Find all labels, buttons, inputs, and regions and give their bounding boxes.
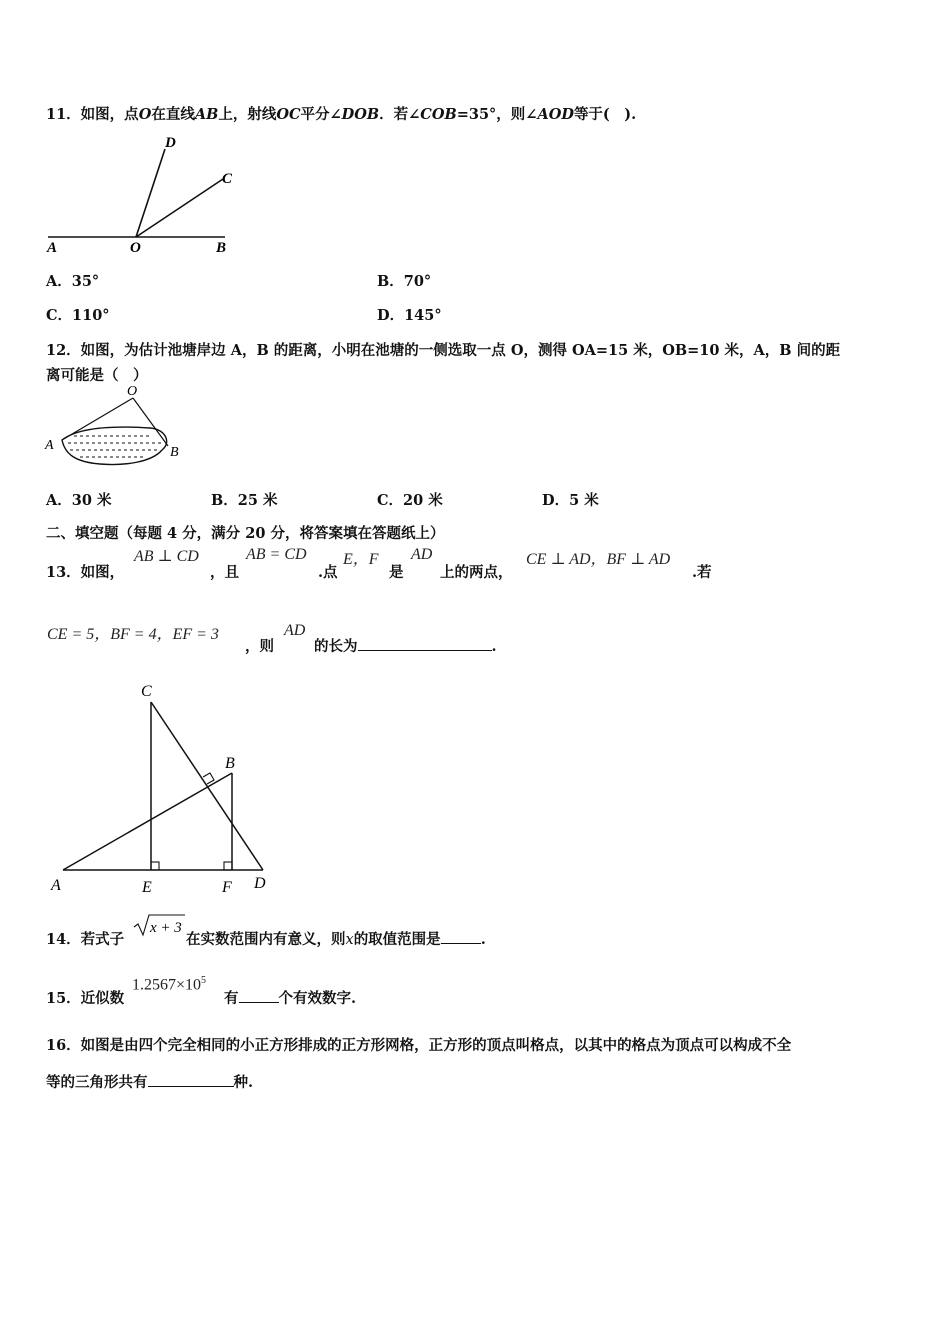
q12-stem-line2: 离可能是（ ） <box>46 367 148 384</box>
q13-text-2: ，且 <box>210 564 239 581</box>
q12-option-c: C．20 米 <box>377 492 443 509</box>
q12-stem-line1: 12．如图，为估计池塘岸边 A，B 的距离，小明在池塘的一侧选取一点 O，测得 OA=15 米，OB=10 米，A，B 间的距 <box>46 342 841 359</box>
q13-text-8: 的长为 . <box>314 638 497 655</box>
q13-text-1: 13．如图， <box>46 564 125 581</box>
q13-math-given: CE = 5，BF = 4，EF = 3 <box>47 626 219 643</box>
label-c: C <box>222 171 233 187</box>
label-a: A <box>47 240 58 256</box>
q15-number: $1.2567\times 10^5$ <box>132 975 207 994</box>
label-e: E <box>142 879 152 896</box>
q13-math-ad2: AD <box>284 622 306 639</box>
q16-stem-line2: 等的三角形共有 种. <box>46 1074 254 1091</box>
section-heading: 二、填空题（每题 4 分，满分 20 分，将答案填在答题纸上） <box>46 525 445 542</box>
q13-figure <box>45 675 280 905</box>
q14-answer-blank[interactable] <box>441 929 481 944</box>
q16-answer-blank[interactable] <box>148 1072 234 1087</box>
q11-figure <box>40 132 250 257</box>
q11-stem: 11．如图，点O在直线AB上，射线OC平分∠DOB．若∠COB=35°，则∠AOD等于( ). <box>46 106 637 123</box>
q13-math-perp: AB ⊥ CD <box>134 548 199 565</box>
label-c: C <box>141 683 152 700</box>
q11-option-a: A．35° <box>46 273 100 290</box>
q14-radical <box>132 912 187 938</box>
q13-text-5: 上的两点， <box>440 564 513 581</box>
ray-oc <box>136 179 223 237</box>
q13-answer-blank[interactable] <box>358 636 492 651</box>
q12-option-b: B．25 米 <box>211 492 278 509</box>
label-d: D <box>165 135 176 151</box>
q15-text-1: 15．近似数 <box>46 990 125 1007</box>
label-b: B <box>225 755 235 772</box>
segment-cd <box>151 702 263 870</box>
label-a: A <box>45 438 54 453</box>
segment-ab <box>63 773 232 870</box>
q13-math-ad: AD <box>411 546 433 563</box>
q11-option-c: C．110° <box>46 307 110 324</box>
q14-text-2: 在实数范围内有意义，则x的取值范围是 . <box>186 931 486 948</box>
q11-option-b: B．70° <box>377 273 432 290</box>
q13-text-6: .若 <box>692 564 712 581</box>
pond <box>62 427 167 464</box>
q15-answer-blank[interactable] <box>239 988 279 1003</box>
label-f: F <box>222 879 232 896</box>
q12-option-d: D．5 米 <box>542 492 599 509</box>
q11-option-d: D．145° <box>377 307 442 324</box>
right-angle-f <box>224 862 232 870</box>
q14-radicand: x + 3 <box>150 920 182 936</box>
q14-text-1: 14．若式子 <box>46 931 125 948</box>
q16-stem-line1: 16．如图是由四个完全相同的小正方形排成的正方形网格，正方形的顶点叫格点，以其中的格点为顶点可以构成不全 <box>46 1037 792 1054</box>
q12-option-a: A．30 米 <box>46 492 112 509</box>
q13-text-7: ，则 <box>245 638 274 655</box>
q13-math-equal: AB = CD <box>246 546 307 563</box>
label-a: A <box>51 877 61 894</box>
right-angle-e <box>151 862 159 870</box>
ray-od <box>136 149 165 237</box>
label-b: B <box>216 240 227 256</box>
label-o: O <box>127 384 138 399</box>
q13-math-ef: E，F <box>343 551 379 568</box>
q15-text-2: 有 个有效数字. <box>224 990 357 1007</box>
q13-text-4: 是 <box>389 564 404 581</box>
label-b: B <box>170 445 179 460</box>
q13-text-3: .点 <box>318 564 338 581</box>
label-o: O <box>130 240 141 256</box>
label-d: D <box>254 875 266 892</box>
q12-figure <box>40 382 190 474</box>
q13-math-perps: CE ⊥ AD，BF ⊥ AD <box>526 551 671 568</box>
